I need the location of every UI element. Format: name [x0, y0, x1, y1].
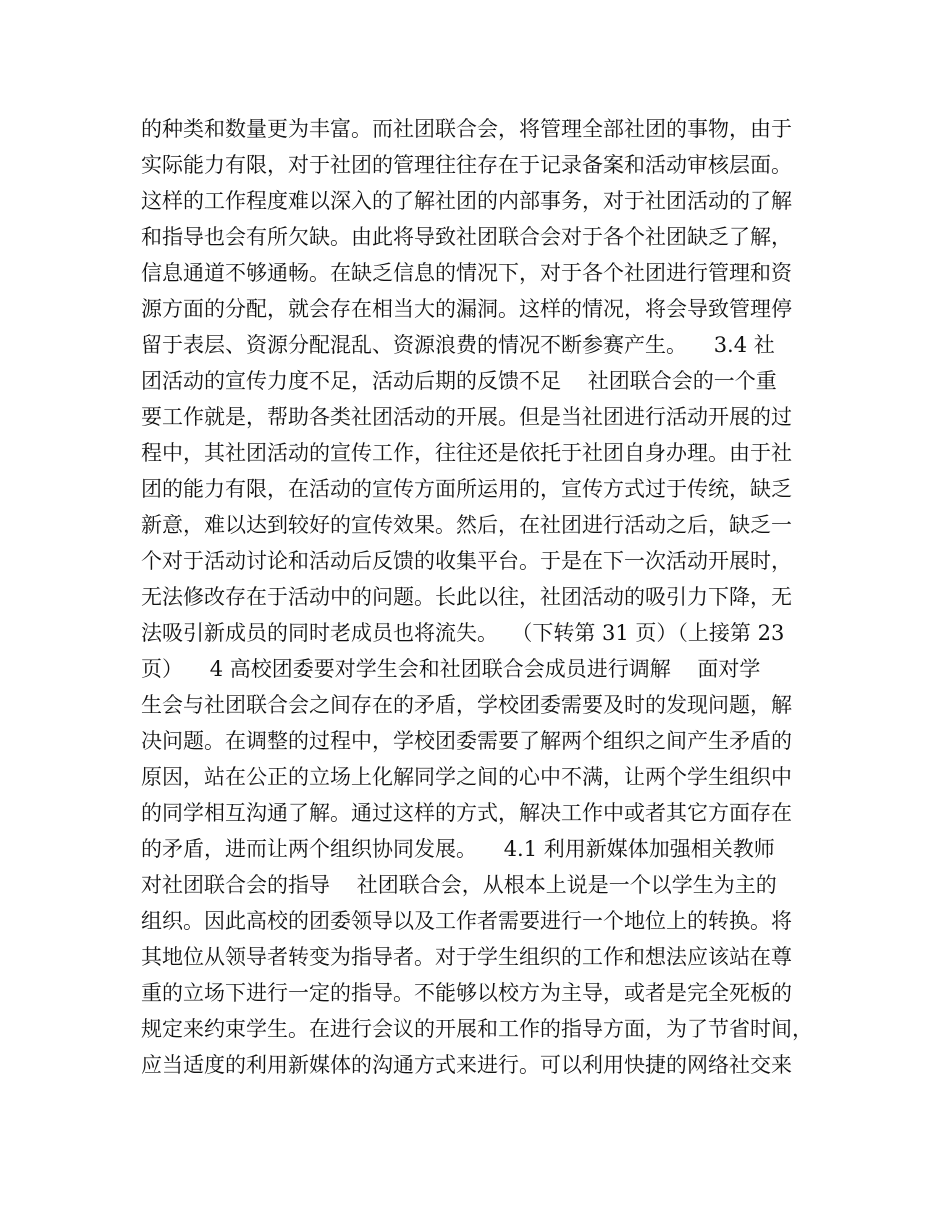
paragraph-line: 要工作就是，帮助各类社团活动的开展。但是当社团进行活动开展的过: [141, 405, 792, 429]
paragraph-line: 的种类和数量更为丰富。而社团联合会，将管理全部社团的事物，由于: [141, 117, 792, 141]
paragraph-line: 原因，站在公正的立场上化解同学之间的心中不满，让两个学生组织中: [141, 765, 792, 789]
paragraph-line: 页） 4 高校团委要对学生会和社团联合会成员进行调解 面对学: [141, 657, 761, 681]
paragraph-line: 和指导也会有所欠缺。由此将导致社团联合会对于各个社团缺乏了解，: [141, 225, 792, 249]
paragraph-line: 实际能力有限，对于社团的管理往往存在于记录备案和活动审核层面。: [141, 153, 792, 177]
paragraph-line: 信息通道不够通畅。在缺乏信息的情况下，对于各个社团进行管理和资: [141, 261, 792, 285]
paragraph-line: 团活动的宣传力度不足，活动后期的反馈不足 社团联合会的一个重: [141, 369, 777, 393]
paragraph-line: 个对于活动讨论和活动后反馈的收集平台。于是在下一次活动开展时，: [141, 549, 792, 573]
paragraph-line: 重的立场下进行一定的指导。不能够以校方为主导，或者是完全死板的: [141, 981, 792, 1005]
paragraph-line: 生会与社团联合会之间存在的矛盾，学校团委需要及时的发现问题，解: [141, 693, 792, 717]
paragraph-line: 规定来约束学生。在进行会议的开展和工作的指导方面，为了节省时间，: [141, 1017, 813, 1041]
paragraph-line: 应当适度的利用新媒体的沟通方式来进行。可以利用快捷的网络社交来: [141, 1053, 792, 1077]
paragraph-line: 其地位从领导者转变为指导者。对于学生组织的工作和想法应该站在尊: [141, 945, 792, 969]
paragraph-line: 决问题。在调整的过程中，学校团委需要了解两个组织之间产生矛盾的: [141, 729, 792, 753]
paragraph-line: 源方面的分配，就会存在相当大的漏洞。这样的情况，将会导致管理停: [141, 297, 792, 321]
paragraph-line: 无法修改存在于活动中的问题。长此以往，社团活动的吸引力下降，无: [141, 585, 792, 609]
paragraph-line: 新意，难以达到较好的宣传效果。然后，在社团进行活动之后，缺乏一: [141, 513, 792, 537]
paragraph-line: 留于表层、资源分配混乱、资源浪费的情况不断参赛产生。 3.4 社: [141, 333, 775, 357]
paragraph-line: 对社团联合会的指导 社团联合会，从根本上说是一个以学生为主的: [141, 873, 777, 897]
paragraph-line: 组织。因此高校的团委领导以及工作者需要进行一个地位上的转换。将: [141, 909, 792, 933]
paragraph-line: 的矛盾，进而让两个组织协同发展。 4.1 利用新媒体加强相关教师: [141, 837, 775, 861]
paragraph-line: 团的能力有限，在活动的宣传方面所运用的，宣传方式过于传统，缺乏: [141, 477, 792, 501]
paragraph-line: 程中，其社团活动的宣传工作，往往还是依托于社团自身办理。由于社: [141, 441, 792, 465]
paragraph-line: 法吸引新成员的同时老成员也将流失。 （下转第 31 页）（上接第 23: [141, 621, 785, 645]
paragraph-line: 这样的工作程度难以深入的了解社团的内部事务，对于社团活动的了解: [141, 189, 792, 213]
paragraph-line: 的同学相互沟通了解。通过这样的方式，解决工作中或者其它方面存在: [141, 801, 792, 825]
